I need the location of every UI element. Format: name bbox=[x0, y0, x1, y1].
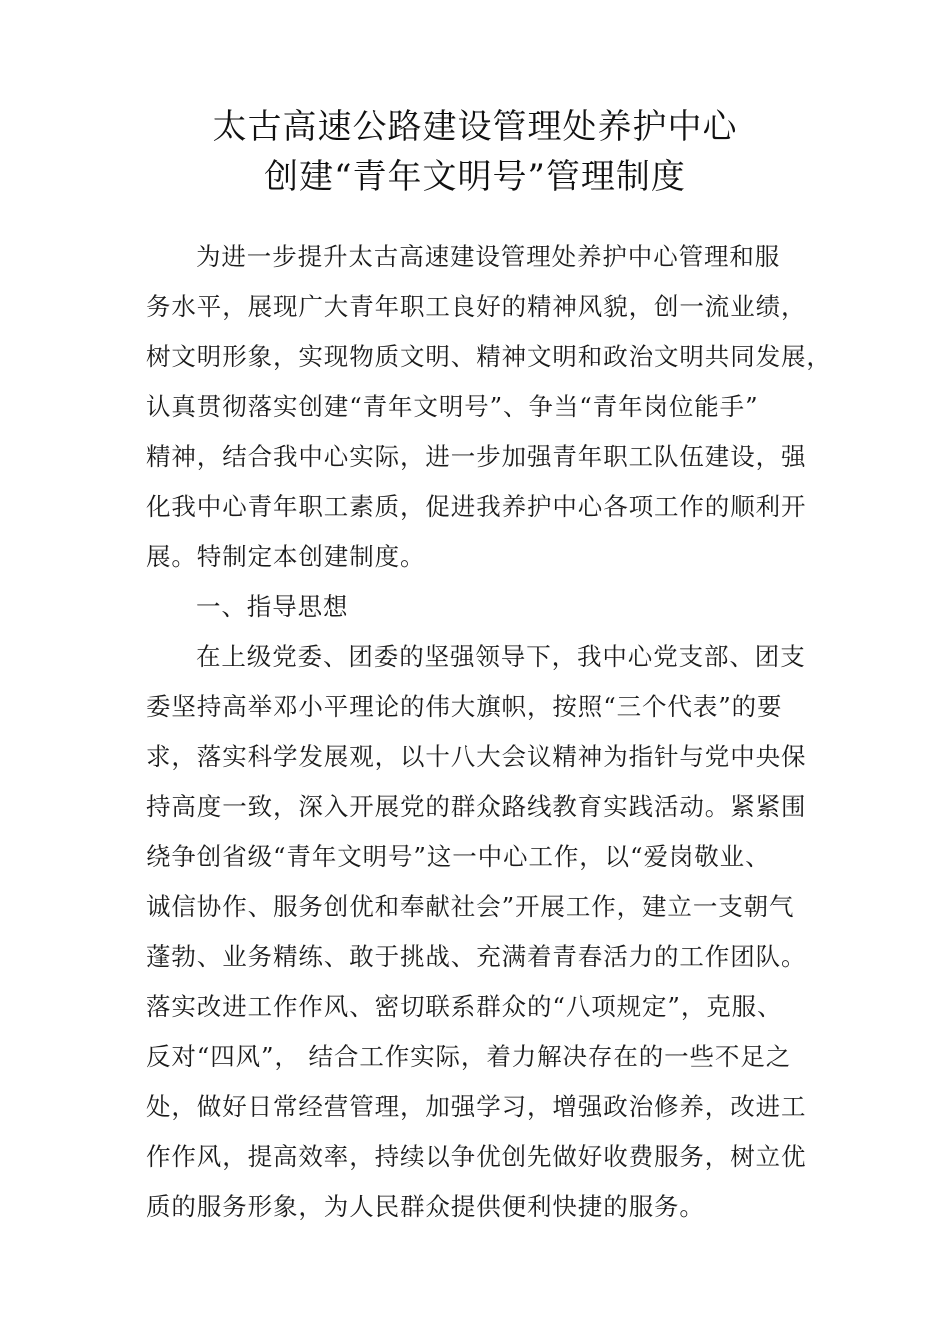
paragraph-line: 处，做好日常经营管理，加强学习，增强政治修养，改进工 bbox=[146, 1092, 807, 1121]
paragraph-line: 委坚持高举邓小平理论的伟大旗帜，按照“三个代表”的要 bbox=[146, 692, 783, 721]
paragraph-line: 作作风，提高效率，持续以争优创先做好收费服务，树立优 bbox=[146, 1142, 807, 1171]
paragraph-line: 蓬勃、业务精练、敢于挑战、充满着青春活力的工作团队。 bbox=[146, 942, 807, 971]
paragraph-line: 求，落实科学发展观，以十八大会议精神为指针与党中央保 bbox=[146, 742, 807, 771]
paragraph-line: 绕争创省级“青年文明号”这一中心工作，以“爱岗敬业、 bbox=[146, 842, 771, 871]
document-title-line-1: 太古高速公路建设管理处养护中心 bbox=[212, 107, 738, 147]
paragraph-line: 诚信协作、服务创优和奉献社会”开展工作，建立一支朝气 bbox=[146, 892, 795, 921]
paragraph-line: 化我中心青年职工素质，促进我养护中心各项工作的顺利开 bbox=[146, 492, 807, 521]
paragraph-line: 质的服务形象，为人民群众提供便利快捷的服务。 bbox=[146, 1192, 705, 1221]
paragraph-line: 在上级党委、团委的坚强领导下，我中心党支部、团支 bbox=[196, 642, 806, 671]
document-title-line-2: 创建“青年文明号”管理制度 bbox=[264, 157, 686, 197]
paragraph-line: 为进一步提升太古高速建设管理处养护中心管理和服 bbox=[196, 242, 781, 271]
section-heading: 一、指导思想 bbox=[196, 592, 349, 621]
paragraph-line: 树文明形象，实现物质文明、精神文明和政治文明共同发展， bbox=[146, 342, 832, 371]
paragraph-line: 精神，结合我中心实际，进一步加强青年职工队伍建设，强 bbox=[146, 442, 807, 471]
paragraph-line: 务水平，展现广大青年职工良好的精神风貌，创一流业绩， bbox=[146, 292, 807, 321]
paragraph-line: 认真贯彻落实创建“青年文明号”、争当“青年岗位能手” bbox=[146, 392, 759, 421]
paragraph-line: 反对“四风”， 结合工作实际，着力解决存在的一些不足之 bbox=[146, 1042, 792, 1071]
paragraph-line: 落实改进工作作风、密切联系群众的“八项规定”，克服、 bbox=[146, 992, 783, 1021]
paragraph-line: 持高度一致，深入开展党的群众路线教育实践活动。紧紧围 bbox=[146, 792, 807, 821]
paragraph-line: 展。特制定本创建制度。 bbox=[146, 542, 426, 571]
